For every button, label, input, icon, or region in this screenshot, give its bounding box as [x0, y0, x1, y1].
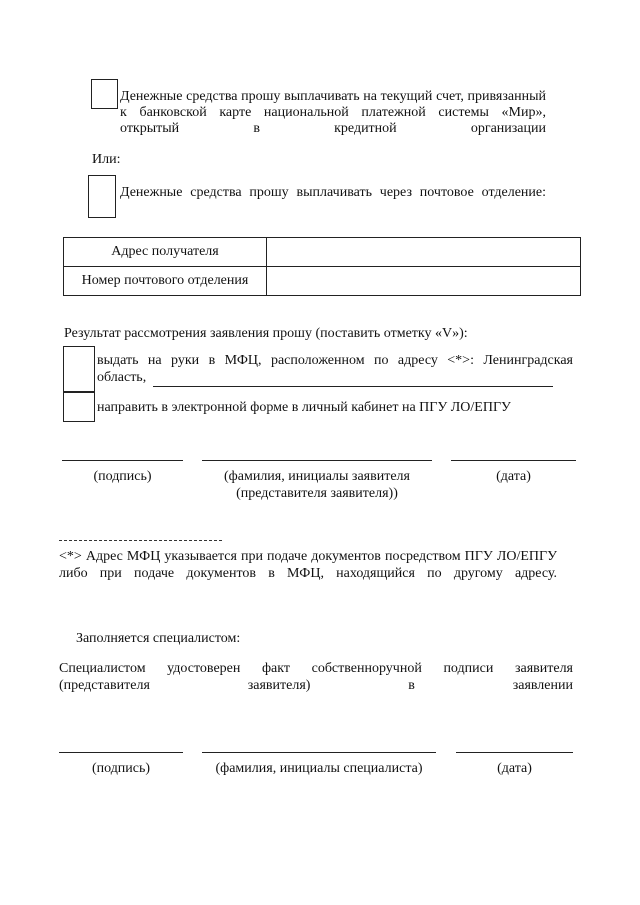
- specialist-sign-caption: (подпись): [91, 761, 151, 776]
- footnote-separator: [59, 540, 222, 541]
- address-label: Адрес получателя: [64, 238, 267, 267]
- specialist-name-line[interactable]: [202, 752, 436, 753]
- option-card-payment-text: Денежные средства прошу выплачивать на текущий счет, привязанный к банковской карте национальной платежной системы «Мир», открытый в кредитной организации: [120, 89, 546, 136]
- specialist-sign-line[interactable]: [59, 752, 183, 753]
- option-mfc-line2: область,: [97, 370, 147, 385]
- specialist-name-caption: (фамилия, инициалы специалиста): [215, 761, 423, 776]
- post-office-value-field[interactable]: [267, 267, 581, 296]
- address-value-field[interactable]: [267, 238, 581, 267]
- applicant-sign-line[interactable]: [62, 460, 183, 461]
- mfc-address-blank-line[interactable]: [153, 386, 553, 387]
- table-row: [64, 267, 581, 296]
- option-electronic-text: направить в электронной форме в личный кабинет на ПГУ ЛО/ЕПГУ: [97, 400, 511, 415]
- checkbox-card-payment[interactable]: [91, 79, 118, 109]
- applicant-date-caption: (дата): [496, 469, 531, 484]
- specialist-statement: Специалистом удостоверен факт собственноручной подписи заявителя (представителя заявителя) в заявлении: [59, 661, 573, 693]
- footnote-text: <*> Адрес МФЦ указывается при подаче документов посредством ПГУ ЛО/ЕПГУ либо при подаче документов в МФЦ, находящийся по другому адресу.: [59, 549, 557, 581]
- checkbox-electronic[interactable]: [63, 392, 95, 422]
- or-label: Или:: [92, 152, 121, 167]
- result-heading: Результат рассмотрения заявления прошу (поставить отметку «V»):: [64, 326, 468, 341]
- checkbox-mfc[interactable]: [63, 346, 95, 392]
- applicant-date-line[interactable]: [451, 460, 576, 461]
- checkbox-post-payment[interactable]: [88, 175, 116, 218]
- applicant-name-caption-line1: (фамилия, инициалы заявителя: [224, 469, 410, 484]
- specialist-heading: Заполняется специалистом:: [76, 631, 241, 646]
- post-office-label: Номер почтового отделения: [64, 267, 267, 296]
- applicant-name-line[interactable]: [202, 460, 432, 461]
- option-post-payment-text: Денежные средства прошу выплачивать через почтовое отделение:: [120, 185, 546, 200]
- applicant-name-caption-line2: (представителя заявителя)): [236, 486, 398, 501]
- specialist-date-line[interactable]: [456, 752, 573, 753]
- applicant-sign-caption: (подпись): [93, 469, 152, 484]
- address-table: [63, 237, 581, 296]
- table-row: [64, 238, 581, 267]
- specialist-date-caption: (дата): [497, 761, 532, 776]
- option-mfc-line1: выдать на руки в МФЦ, расположенном по адресу <*>: Ленинградская: [97, 353, 573, 368]
